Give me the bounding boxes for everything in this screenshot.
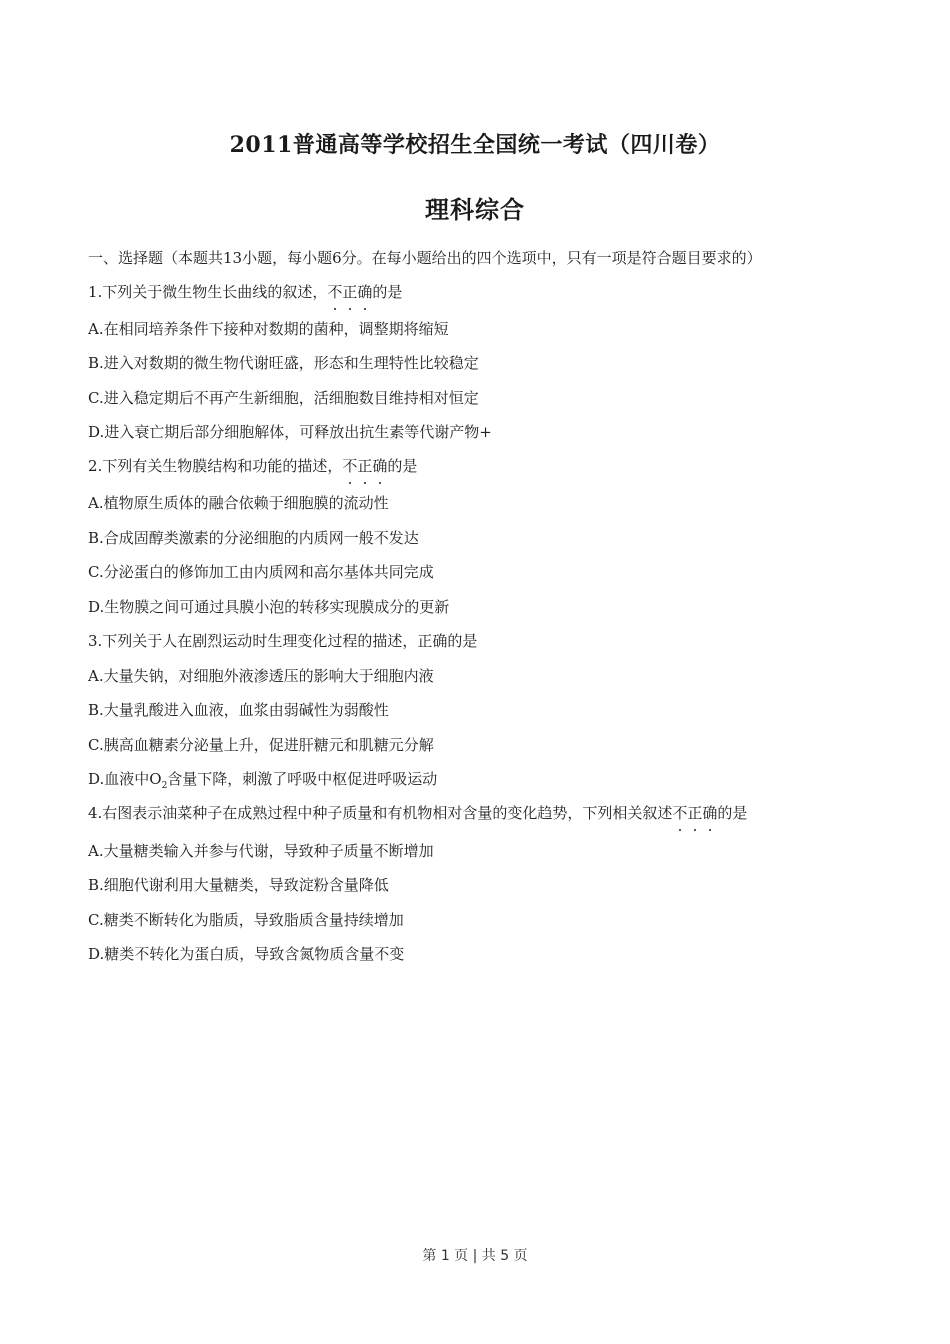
option-text: 含量下降，刺激了呼吸中枢促进呼吸运动 — [167, 770, 438, 788]
option-text: D.血液中O — [88, 770, 162, 788]
stem-text: 2.下列有关生物膜结构和功能的描述， — [88, 457, 343, 475]
question-2-stem — [88, 455, 417, 476]
question-1-option-d: D.进入衰亡期后部分细胞解体，可释放出抗生素等代谢产物+ — [88, 423, 492, 441]
page-number: 第 1 页 | 共 5 页 — [422, 1248, 528, 1264]
question-3-option-b: B.大量乳酸进入血液，血浆由弱碱性为弱酸性 — [88, 701, 389, 719]
emphasis-word: 不正确 — [327, 283, 373, 301]
question-2-option-b: B.合成固醇类激素的分泌细胞的内质网一般不发达 — [88, 529, 419, 547]
question-3-option-a: A.大量失钠，对细胞外液渗透压的影响大于细胞内液 — [88, 667, 434, 685]
question-1-stem — [88, 281, 402, 302]
question-1-option-a: A.在相同培养条件下接种对数期的菌种，调整期将缩短 — [88, 320, 449, 338]
emphasis-word: 不正确 — [342, 457, 388, 475]
question-2-option-a: A.植物原生质体的融合依赖于细胞膜的流动性 — [88, 494, 389, 512]
question-1-option-c: C.进入稳定期后不再产生新细胞，活细胞数目维持相对恒定 — [88, 389, 479, 407]
stem-text: 的是 — [372, 283, 403, 301]
emphasis-dots — [672, 829, 717, 831]
question-4-option-a: A.大量糖类输入并参与代谢，导致种子质量不断增加 — [88, 842, 434, 860]
emphasis-dots — [342, 482, 387, 484]
stem-text: 的是 — [717, 804, 748, 822]
stem-text: 的是 — [387, 457, 418, 475]
question-4-stem — [88, 802, 747, 823]
question-3-option-d — [88, 768, 437, 791]
emphasis-text — [342, 457, 387, 475]
section-heading: 一、选择题（本题共13小题，每小题6分。在每小题给出的四个选项中，只有一项是符合题目要求的） — [88, 249, 762, 267]
question-4-option-b: B.细胞代谢利用大量糖类，导致淀粉含量降低 — [88, 876, 389, 894]
question-2-option-c: C.分泌蛋白的修饰加工由内质网和高尔基体共同完成 — [88, 563, 434, 581]
question-3-option-c: C.胰高血糖素分泌量上升，促进肝糖元和肌糖元分解 — [88, 736, 434, 754]
emphasis-text — [327, 283, 372, 301]
question-2-option-d: D.生物膜之间可通过具膜小泡的转移实现膜成分的更新 — [88, 598, 450, 616]
question-3-stem: 3.下列关于人在剧烈运动时生理变化过程的描述，正确的是 — [88, 632, 478, 650]
question-4-option-c: C.糖类不断转化为脂质，导致脂质含量持续增加 — [88, 911, 404, 929]
question-1-option-b: B.进入对数期的微生物代谢旺盛，形态和生理特性比较稳定 — [88, 354, 479, 372]
subscript: 2 — [161, 781, 168, 791]
exam-subject: 理科综合 — [425, 195, 525, 224]
exam-title: 2011普通高等学校招生全国统一考试（四川卷） — [229, 132, 721, 158]
emphasis-dots — [327, 308, 372, 310]
question-4-option-d: D.糖类不转化为蛋白质，导致含氮物质含量不变 — [88, 945, 405, 963]
stem-text: 1.下列关于微生物生长曲线的叙述， — [88, 283, 328, 301]
emphasis-word: 不正确 — [672, 804, 718, 822]
emphasis-text — [672, 804, 717, 822]
stem-text: 4.右图表示油菜种子在成熟过程中种子质量和有机物相对含量的变化趋势，下列相关叙述 — [88, 804, 673, 822]
